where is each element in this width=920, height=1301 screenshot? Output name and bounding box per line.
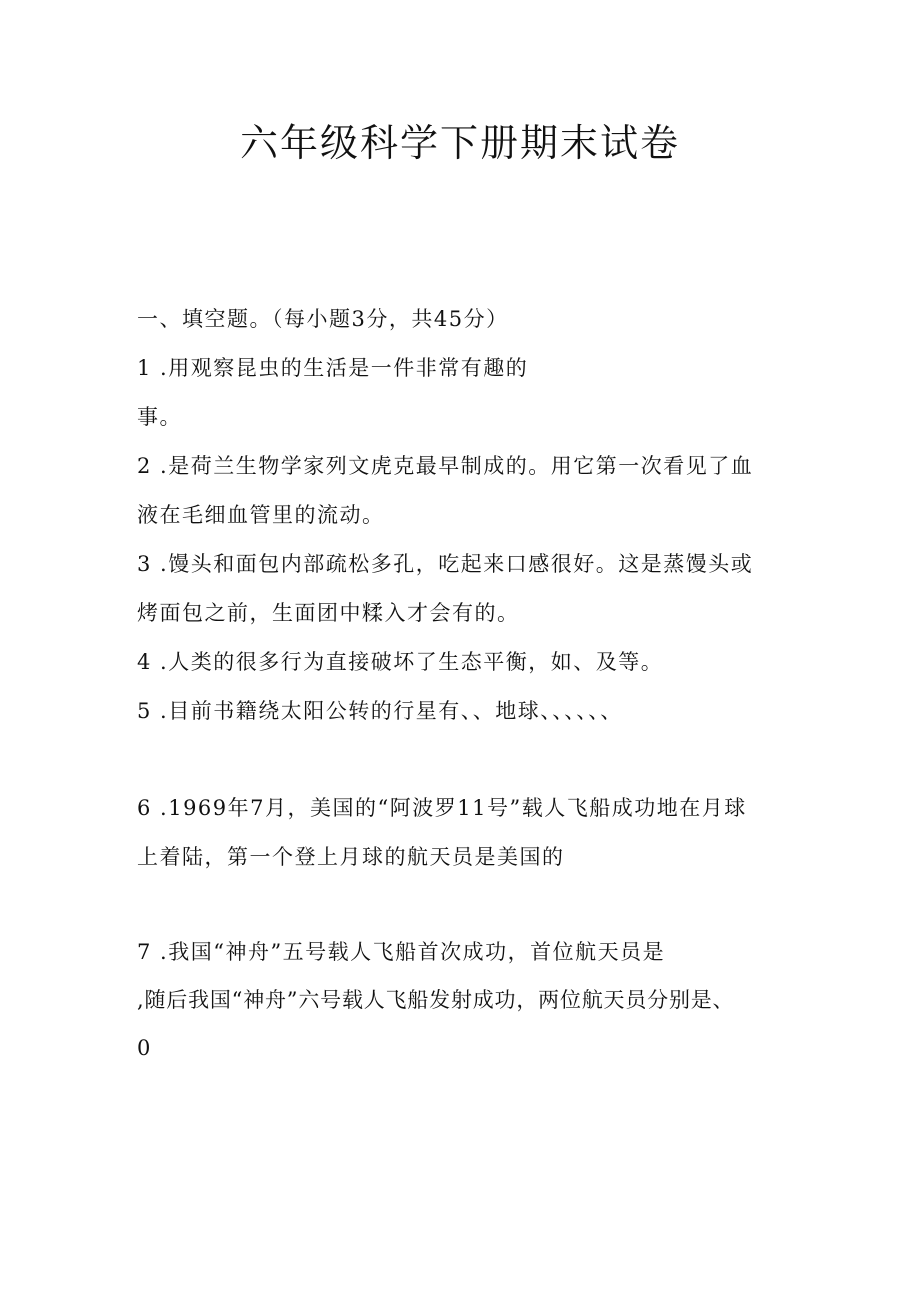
question-line: 上着陆，第一个登上月球的航天员是美国的 (137, 845, 565, 869)
question-line: 3 .馒头和面包内部疏松多孔，吃起来口感很好。这是蒸馒头或 (137, 552, 754, 576)
question-line: 5 .目前书籍绕太阳公转的行星有、、地球、、、、、、 (137, 699, 623, 723)
section-heading: 一、填空题。（每小题3分，共45分） (137, 307, 509, 331)
question-line: 2 .是荷兰生物学家列文虎克最早制成的。用它第一次看见了血 (137, 454, 754, 478)
question-line: 4 .人类的很多行为直接破坏了生态平衡，如、及等。 (137, 650, 664, 674)
question-line: 事。 (137, 405, 182, 429)
question-line: 0 (137, 1036, 152, 1060)
question-line: 7 .我国“神舟”五号载人飞船首次成功，首位航天员是 (137, 940, 666, 964)
question-line: ,随后我国“神舟”六号载人飞船发射成功，两位航天员分别是、 (137, 988, 735, 1012)
document-title: 六年级科学下册期末试卷 (239, 121, 680, 165)
question-line: 烤面包之前，生面团中糅入才会有的。 (137, 601, 520, 625)
question-line: 6 .1969年7月，美国的“阿波罗11号”载人飞船成功地在月球 (137, 796, 747, 820)
question-line: 1 .用观察昆虫的生活是一件非常有趣的 (137, 356, 529, 380)
question-line: 液在毛细血管里的流动。 (137, 503, 385, 527)
